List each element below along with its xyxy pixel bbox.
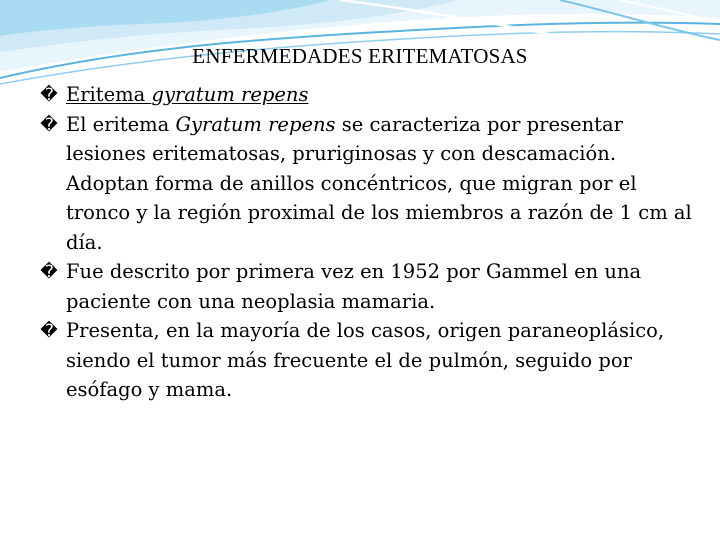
slide-content (38, 80, 698, 405)
bullet-icon: � (40, 114, 58, 135)
bullet-icon: � (40, 262, 58, 282)
bullet-item-description: � El eritema Gyratum repens se caracteriza por presentar lesiones eritematosas, pruriginosas y con descamación. Adoptan forma de anillos concéntricos, que migran por el tronco y la región proximal de los miembros a razón de 1 cm al día. (38, 110, 698, 258)
bullet-item-history: � Fue descrito por primera vez en 1952 por Gammel en una paciente con una neoplasia mamaria. (38, 257, 698, 316)
bullet-icon: � (40, 321, 58, 341)
bullet-heading (38, 80, 698, 110)
bullet-icon: � (40, 85, 58, 105)
slide-title: ENFERMEDADES ERITEMATOSAS (192, 44, 528, 68)
heading-text: Eritema gyratum repens (66, 83, 309, 106)
bullet-item-origin: � Presenta, en la mayoría de los casos, origen paraneoplásico, siendo el tumor más frecuente el de pulmón, seguido por esófago y mama. (38, 316, 698, 405)
